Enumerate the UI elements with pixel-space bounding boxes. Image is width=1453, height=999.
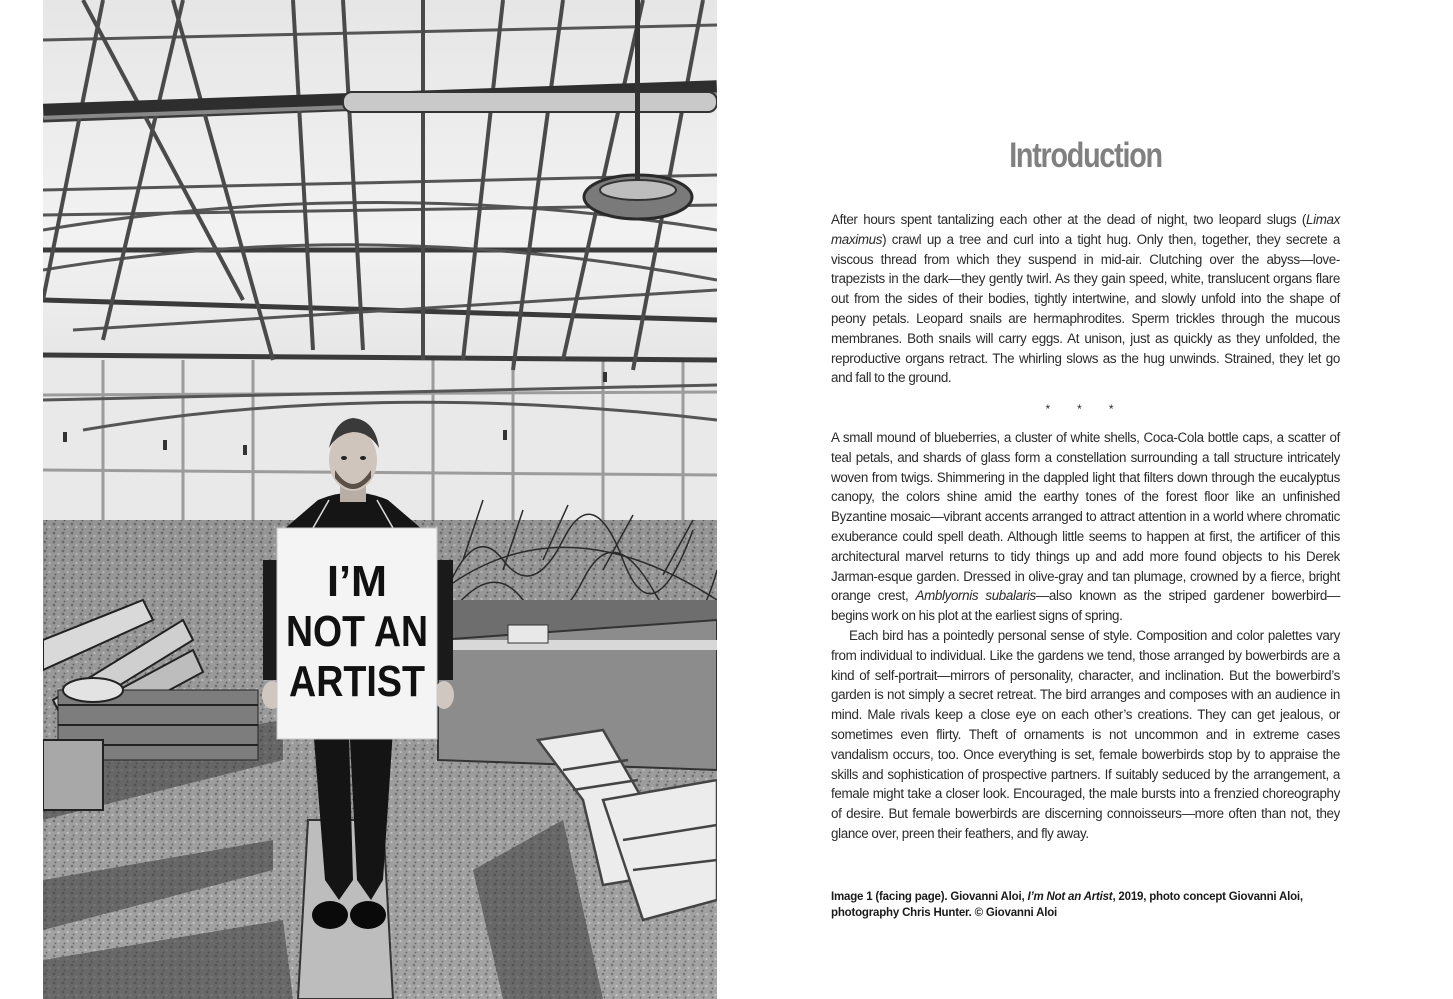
- para1-italic: Limax maximus: [831, 212, 1340, 247]
- page-title: Introduction: [1009, 136, 1162, 175]
- caption-text-a: Image 1 (facing page). Giovanni Aloi,: [831, 891, 1028, 903]
- section-separator: * * *: [1045, 402, 1126, 416]
- para2-text-b: —also known as the striped gardener bowerbird—begins work on his plot at the earliest signs of spring.: [831, 588, 1341, 624]
- para1-text-a: After hours spent tantalizing each other at the dead of night, two leopard slugs (: [831, 212, 1307, 227]
- sign-line-2: NOT AN: [286, 607, 428, 656]
- paragraph-3: Each bird has a pointedly personal sense of style. Composition and color palettes vary from individual to individual. Like the gardens we tend, those arranged by bowerbirds are a kind of self-portrait—mirrors of personality, character, and inclination. But the bowerbird’s garden is not simply a secret retreat. The bird arranges and composes with an audience in mind. Male rivals keep a close eye on each other’s creations. They can get jealous, or sometimes even flirty. Theft of ornaments is not uncommon and in extreme cases vandalism occurs, too. Once everything is set, female bowerbirds stop by to appraise the skills and sophistication of prospective partners. If suitably seduced by the arrangement, a female might take a closer look. Encouraged, the male bursts into a frenzied choreography of desire. But female bowerbirds are discerning connoisseurs—more often than not, they glance over, preen their feathers, and fly away.: [831, 627, 1340, 841]
- image-caption: [831, 890, 1340, 921]
- sign-line-1: I’M: [327, 557, 387, 606]
- protest-sign: [277, 528, 437, 739]
- paragraph-1: [831, 210, 1340, 388]
- para2-italic: Amblyornis subalaris: [915, 588, 1036, 604]
- caption-text-b: , 2019, photo concept Giovanni Aloi, photography Chris Hunter. © Giovanni Aloi: [831, 891, 1303, 919]
- caption-italic: I’m Not an Artist: [1027, 891, 1113, 903]
- para1-text-b: ) crawl up a tree and curl into a tight hug. Only then, together, they secrete a viscous thread from which they suspend in mid-air. Clutching over the abyss—love-trapezists in the dark—they gently twirl. As they gain speed, white, translucent organs flare out from the sides of their bodies, tightly intertwine, and slowly unfold into the shape of peony petals. Leopard snails are hermaphrodites. Sperm trickles through the mucous membranes. Both snails will carry eggs. At unison, just as quickly as they unfolded, the reproductive organs retract. The whirling slows as the hug unwinds. Strained, they let go and fall to the ground.: [831, 231, 1340, 386]
- paragraph-2: [831, 428, 1340, 844]
- photograph: [43, 0, 717, 999]
- para2-text-a: A small mound of blueberries, a cluster of white shells, Coca-Cola bottle caps, a scatter of teal petals, and shards of glass form a constellation surrounding a tall structure intricately woven from twigs. Shimmering in the dappled light that filters down through the eucalyptus canopy, the colors shine amid the earthy tones of the forest floor like an unfinished Byzantine mosaic—vibrant accents arranged to attract attention in a world where chromatic exuberance could spell death. Although little seems to happen at first, the artificer of this architectural marvel returns to tidy things up and add more found objects to his Derek Jarman-esque garden. Dressed in olive-gray and tan plumage, crowned by a fierce, bright orange crest,: [831, 430, 1340, 604]
- sign-line-3: ARTIST: [289, 657, 426, 706]
